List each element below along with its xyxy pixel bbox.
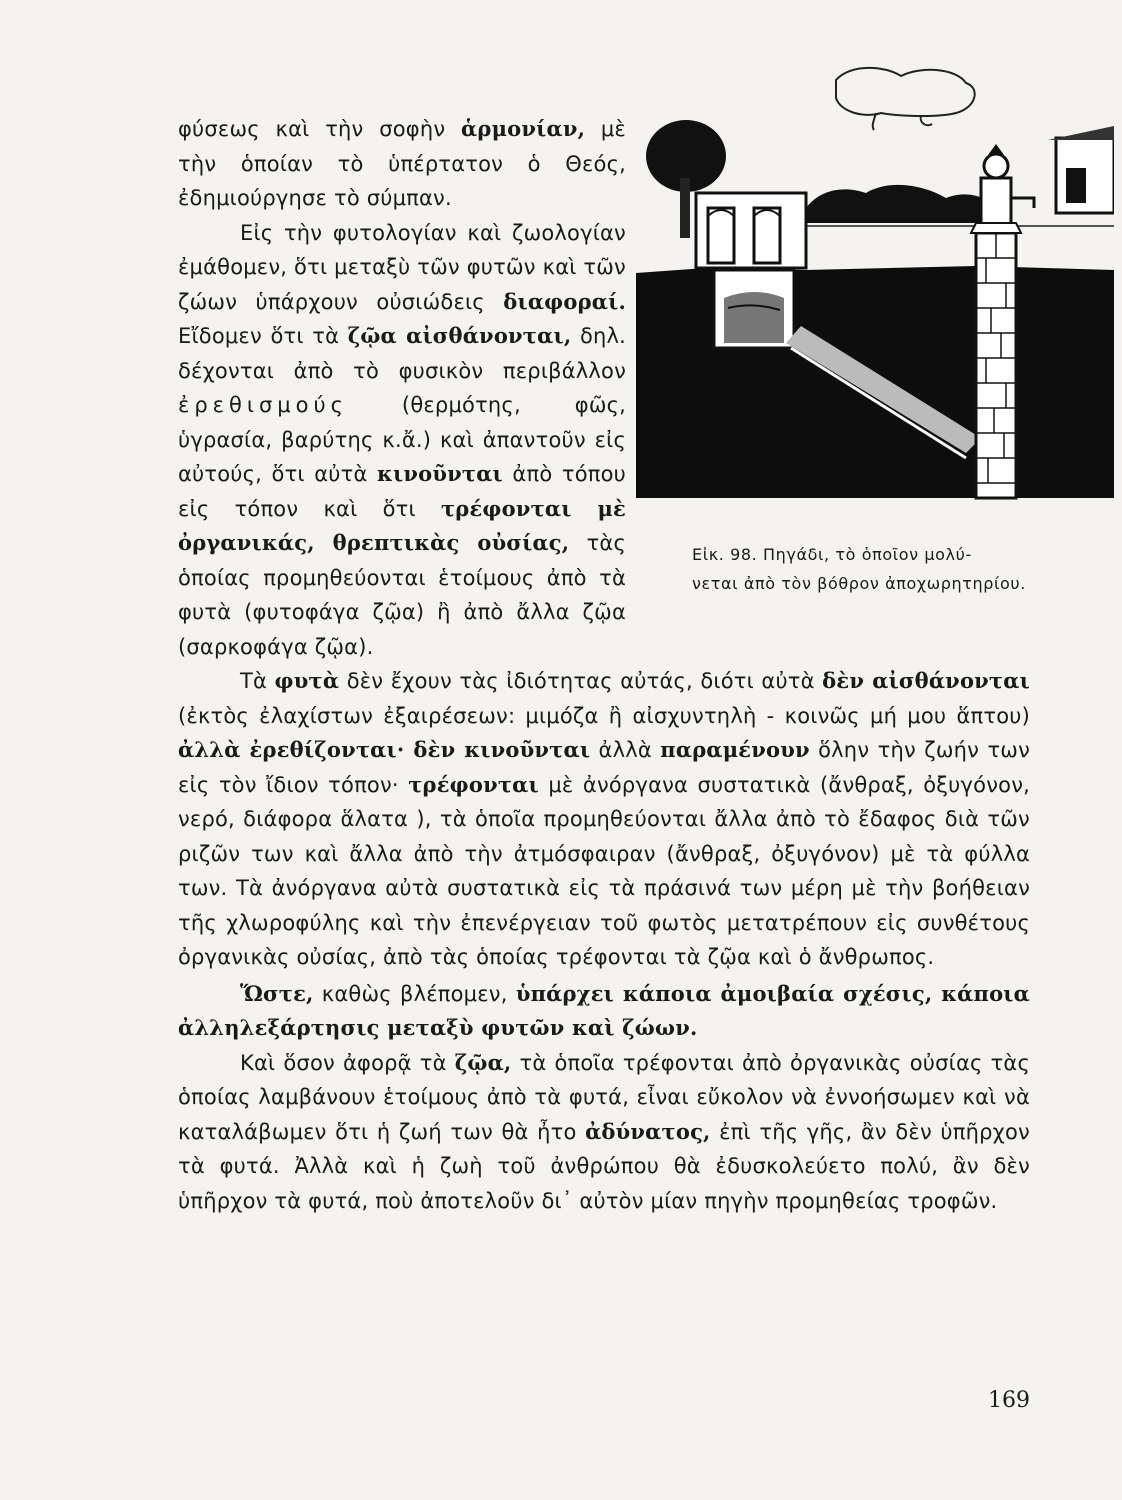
bold-term: κινοῦνται [377, 461, 503, 486]
text-run: Τὰ [240, 669, 275, 693]
text-run: Καὶ ὅσον ἀφορᾷ τὰ [240, 1050, 455, 1075]
bold-term: φυτὰ [274, 668, 340, 693]
paragraph-5 [178, 1046, 1030, 1219]
bold-term: δὲν αἰσθάνονται [822, 668, 1030, 693]
bold-term: ἁρμονίαν, [461, 116, 586, 141]
caption-line: Εἰκ. 98. Πηγάδι, τὸ ὁποῖον μολύ- [692, 545, 972, 564]
paragraph-4 [178, 977, 1030, 1046]
spaced-term: ἐρεθισμούς [178, 393, 348, 417]
left-column-text [178, 112, 626, 664]
text-run: καθὼς βλέπομεν, [313, 981, 516, 1006]
paragraph-3 [178, 664, 1030, 975]
text-run: δηλ. δέχονται ἀπὸ τὸ φυσικὸν περιβάλλον [178, 324, 626, 383]
bold-term: τρέφονται μὲ ὀργανικάς, θρεπτικὰς οὐσίας, [178, 495, 626, 555]
figure-caption [692, 540, 1032, 598]
paragraph-1 [178, 112, 626, 216]
bold-term: ἀδύνατος, [585, 1118, 711, 1144]
text-run: φύσεως καὶ τὴν σοφὴν [178, 117, 462, 141]
text-run: ἀπὸ τόπου εἰς τόπον καὶ ὅτι [178, 462, 627, 521]
page-number: 169 [988, 1388, 1030, 1413]
well-cesspit-icon [636, 58, 1114, 508]
text-run: ἀλλὰ [590, 738, 661, 762]
bold-term: ὑπάρχει κάποια ἀμοιβαία σχέσις, κάποια ἀλληλεξάρτησις μεταξὺ φυτῶν καὶ ζώων. [178, 980, 1031, 1040]
text-run: Εἰς τὴν φυτολογίαν καὶ ζωολογίαν ἐμάθομεν, ὅτι μεταξὺ τῶν φυτῶν καὶ τῶν ζώων ὑπάρχουν οὐσιώδεις [178, 220, 626, 314]
bold-term: διαφοραί. [503, 288, 626, 314]
text-run: μὲ τὴν ὁποίαν τὸ ὑπέρτατον ὁ Θεός, ἐδημιούργησε τὸ σύμπαν. [178, 117, 626, 210]
text-run: Εἴδομεν ὅτι τὰ [178, 324, 348, 348]
text-run: δὲν ἔχουν τὰς ἰδιότητας αὐτάς, διότι αὐτὰ [339, 669, 823, 693]
text-run: τὰς ὁποίας προμηθεύονται ἑτοίμους ἀπὸ τὰ φυτὰ (φυτοφάγα ζῷα) ἢ ἀπὸ ἄλλα ζῷα (σαρκοφάγα ζῷα). [178, 531, 626, 659]
text-run: ὅλην τὴν ζωήν των εἰς τὸν ἴδιον τόπον· [178, 738, 1031, 797]
paragraph-2 [178, 216, 626, 665]
caption-line: νεται ἀπὸ τὸν βόθρον ἀποχωρητηρίου. [692, 574, 1026, 593]
text-run: μὲ ἀνόργανα συστατικὰ (ἄνθραξ, ὀξυγόνον, νερό, διάφορα ἅλατα ), τὰ ὁποῖα προμηθεύονται ἄλλα ἀπὸ τὸ ἔδαφος διὰ τῶν ριζῶν των καὶ ἄλλα ἀπὸ τὴν ἀτμόσφαιραν (ἄνθραξ, ὀξυγόνον) μὲ τὰ φύλλα των. Τὰ ἀνόργανα αὐτὰ συστατικὰ εἰς τὰ πράσινά των μέρη μὲ τὴν βοήθειαν τῆς χλωροφύλης καὶ τὴν ἐπενέργειαν τοῦ φωτὸς μετατρέπουν εἰς συνθέτους ὀργανικὰς οὐσίας, ἀπὸ τὰς ὁποίας τρέφονται τὰ ζῷα καὶ ὁ ἄνθρωπος. [178, 772, 1030, 969]
main-text [178, 664, 1030, 1218]
text-run: (θερμότης, φῶς, ὑγρασία, βαρύτης κ.ἄ.) καὶ ἀπαντοῦν εἰς αὐτούς, ὅτι αὐτὰ [178, 393, 626, 486]
text-run: (ἐκτὸς ἐλαχίστων ἐξαιρέσεων: μιμόζα ἢ αἰσχυντηλὴ - κοινῶς μή μου ἅπτου) [178, 703, 1030, 728]
bold-term: ζῷα, [454, 1049, 512, 1075]
bold-term: ἀλλὰ ἐρεθίζονται· δὲν κινοῦνται [178, 737, 591, 762]
bold-term: παραμένουν [660, 737, 810, 762]
bold-term: ζῷα αἰσθάνονται, [347, 323, 572, 348]
figure-well-illustration [636, 58, 1114, 508]
bold-term: Ὥστε, [240, 980, 314, 1006]
text-run: τὰ ὁποῖα τρέφονται ἀπὸ ὀργανικὰς οὐσίας τὰς ὁποίας λαμβάνουν ἑτοίμους ἀπὸ τὰ φυτά, εἶναι εὔκολον νὰ ἐννοήσωμεν καὶ νὰ καταλάβωμεν ὅτι ἡ ζωή των θὰ ἦτο [178, 1050, 1030, 1144]
bold-term: τρέφονται [408, 771, 539, 797]
text-run: ἐπὶ τῆς γῆς, ἂν δὲν ὑπῆρχον τὰ φυτά. Ἀλλὰ καὶ ἡ ζωὴ τοῦ ἀνθρώπου θὰ ἐδυσκολεύετο πολύ, ἂν δὲν ὑπῆρχον τὰ φυτά, ποὺ ἀποτελοῦν δι᾽ αὐτὸν μίαν πηγὴν προμηθείας τροφῶν. [178, 1119, 1030, 1213]
